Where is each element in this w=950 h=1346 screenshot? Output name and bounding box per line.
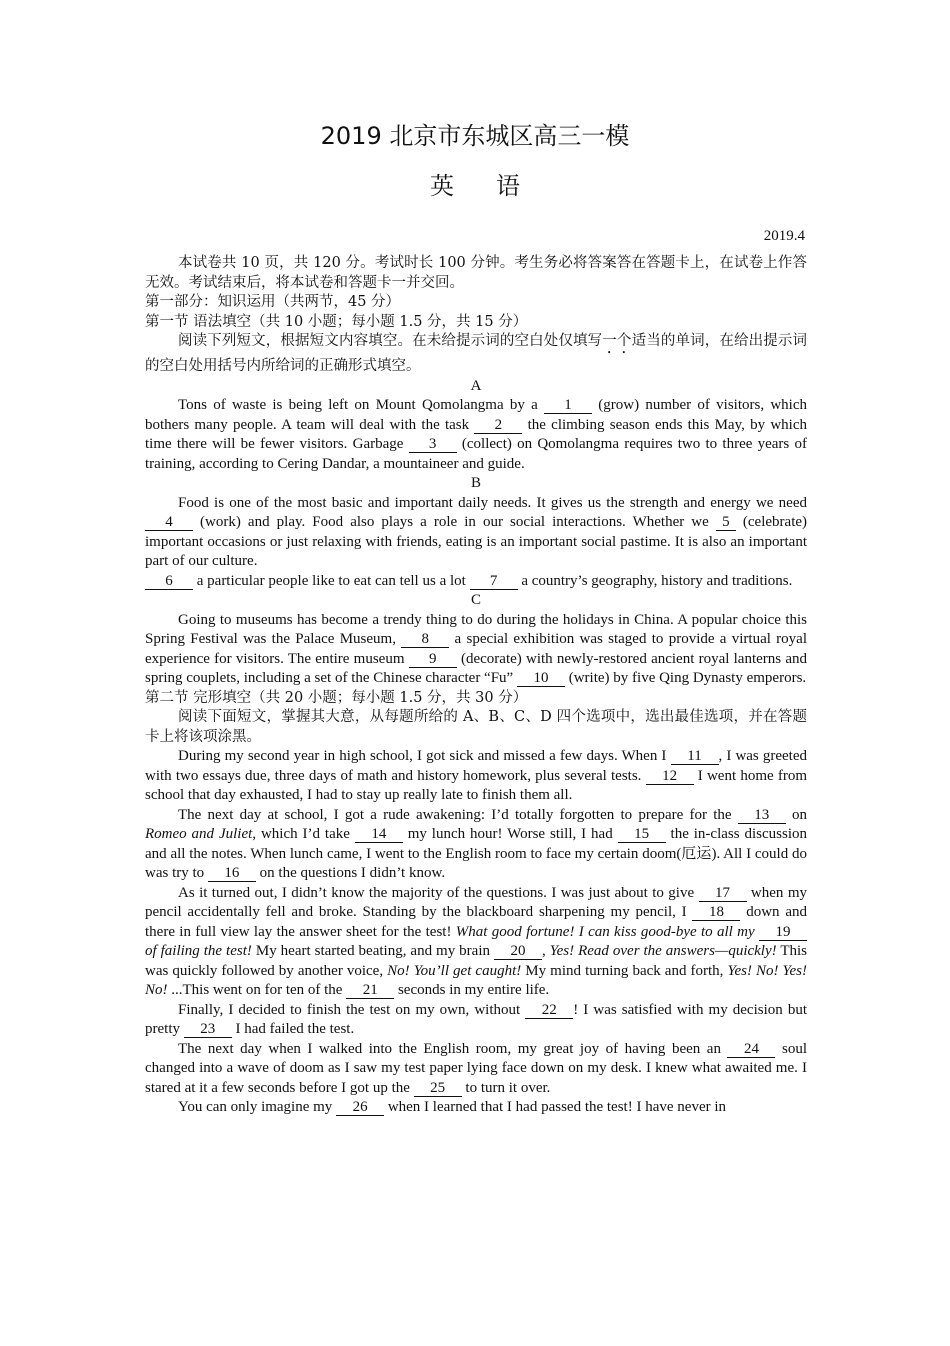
blank-9[interactable]: 9 [409, 652, 457, 668]
blank-19[interactable]: 19 [759, 925, 807, 941]
blank-14[interactable]: 14 [355, 827, 403, 843]
passage-a: Tons of waste is being left on Mount Qomolangma by a 1 (grow) number of visitors, which bothers many people. A team will deal with the task 2 the climbing season ends this May, by which time there will be fewer visitors. Garbage 3 (collect) on Qomolangma requires two to three years of training, according to Cering Dandar, a mountaineer and guide. [145, 397, 807, 472]
passage-c-label: C [470, 592, 481, 608]
cloze-para3: As it turned out, I didn’t know the majority of the questions. I was just about to give 17 when my pencil accidentally fell and broke. Standing by the blackboard sharpening my pencil, I 18 down and there in full view lay the answer sheet for the test! What good fortune! I can kiss good-bye to all my 19 of failing the test! My heart started beating, and my brain 20 , Yes! Read over the answers—quickly! This was quickly followed by another voice, No! You’ll get caught! My mind turning back and forth, Yes! No! Yes! No! ...This went on for ten of the 21 seconds in my entire life. [145, 884, 807, 998]
exam-date: 2019.4 [763, 228, 805, 244]
blank-23[interactable]: 23 [184, 1022, 232, 1038]
exam-body [145, 254, 807, 1118]
blank-26[interactable]: 26 [336, 1100, 384, 1116]
section2-heading: 第二节 完形填空（共 20 小题；每小题 1.5 分，共 30 分） [145, 689, 528, 706]
cloze-para2: The next day at school, I got a rude awakening: I’d totally forgotten to prepare for the 13 on Romeo and Juliet, which I’d take 14 my lunch hour! Worse still, I had 15 the in-class discussion and all the notes. When lunch came, I went to the English room to face my certain doom(厄运). All I could do was try to 16 on the questions I didn’t know. [145, 806, 807, 881]
blank-11[interactable]: 11 [671, 749, 719, 765]
section2-directions: 阅读下面短文，掌握其大意，从每题所给的 A、B、C、D 四个选项中，选出最佳选项，并在答题卡上将该项涂黑。 [145, 709, 807, 745]
section1-directions [145, 332, 807, 377]
blank-21[interactable]: 21 [346, 983, 394, 999]
blank-2[interactable]: 2 [474, 418, 522, 434]
blank-3[interactable]: 3 [409, 437, 457, 453]
subject-title: 英语 [430, 172, 562, 200]
intro-text: 本试卷共 10 页，共 120 分。考试时长 100 分钟。考生务必将答案答在答题卡上，在试卷上作答无效。考试结束后，将本试卷和答题卡一并交回。 [145, 255, 807, 291]
blank-7[interactable]: 7 [470, 574, 518, 590]
blank-4[interactable]: 4 [145, 515, 193, 531]
passage-a-label: A [470, 377, 482, 394]
passage-b-label: B [470, 475, 481, 491]
emphasis-dot-text: 一个 [602, 333, 632, 349]
passage-b-para2: 6 a particular people like to eat can tell us a lot 7 a country’s geography, history and traditions. [145, 572, 807, 592]
blank-22[interactable]: 22 [525, 1003, 573, 1019]
directions-text-b: 适当的单词，在给出提示词的空白处用括号内所给词的正确形式填空。 [145, 333, 808, 374]
blank-20[interactable]: 20 [494, 944, 542, 960]
passage-c: Going to museums has become a trendy thing to do during the holidays in China. A popular choice this Spring Festival was the Palace Museum, 8 a special exhibition was staged to provide a virtual royal experience for visitors. The entire museum 9 (decorate) with newly-restored ancient royal lanterns and spring couplets, including a set of the Chinese character “Fu” 10 (write) by five Qing Dynasty emperors. [145, 611, 808, 686]
cloze-para1: During my second year in high school, I got sick and missed a few days. When I 11 , I was greeted with two essays due, three days of math and history homework, plus several tests. 12 I went home from school that day exhausted, I had to stay up really late to finish them all. [145, 748, 807, 803]
cloze-para6: You can only imagine my 26 when I learned that I had passed the test! I have never in [178, 1099, 727, 1115]
blank-25[interactable]: 25 [414, 1081, 462, 1097]
blank-17[interactable]: 17 [699, 886, 747, 902]
blank-8[interactable]: 8 [401, 632, 449, 648]
blank-13[interactable]: 13 [738, 808, 786, 824]
blank-12[interactable]: 12 [646, 769, 694, 785]
blank-6[interactable]: 6 [145, 574, 193, 590]
cloze-para5: The next day when I walked into the English room, my great joy of having been an 24 soul changed into a wave of doom as I saw my test paper lying face down on my desk. I knew what awaited me. I stared at it a few seconds before I got up the 25 to turn it over. [145, 1040, 807, 1096]
blank-15[interactable]: 15 [618, 827, 666, 843]
blank-1[interactable]: 1 [544, 398, 592, 414]
blank-16[interactable]: 16 [208, 866, 256, 882]
blank-5[interactable]: 5 [716, 515, 736, 531]
exam-title: 2019 北京市东城区高三一模 [320, 122, 630, 150]
blank-10[interactable]: 10 [517, 671, 565, 687]
section1-heading: 第一节 语法填空（共 10 小题；每小题 1.5 分，共 15 分） [145, 313, 528, 330]
part1-heading: 第一部分：知识运用（共两节，45 分） [145, 294, 401, 310]
directions-text-a: 阅读下列短文，根据短文内容填空。在未给提示词的空白处仅填写 [178, 333, 603, 349]
cloze-para4: Finally, I decided to finish the test on my own, without 22 ! I was satisfied with my decision but pretty 23 I had failed the test. [145, 1001, 807, 1037]
blank-18[interactable]: 18 [692, 905, 740, 921]
blank-24[interactable]: 24 [727, 1042, 775, 1058]
passage-b-para1: Food is one of the most basic and important daily needs. It gives us the strength and energy we need 4 (work) and play. Food also plays a role in our social interactions. Whether we 5 (celebrate) important occasions or just relaxing with friends, eating is an important social pastime. It is also an important part of our culture. [145, 494, 808, 569]
